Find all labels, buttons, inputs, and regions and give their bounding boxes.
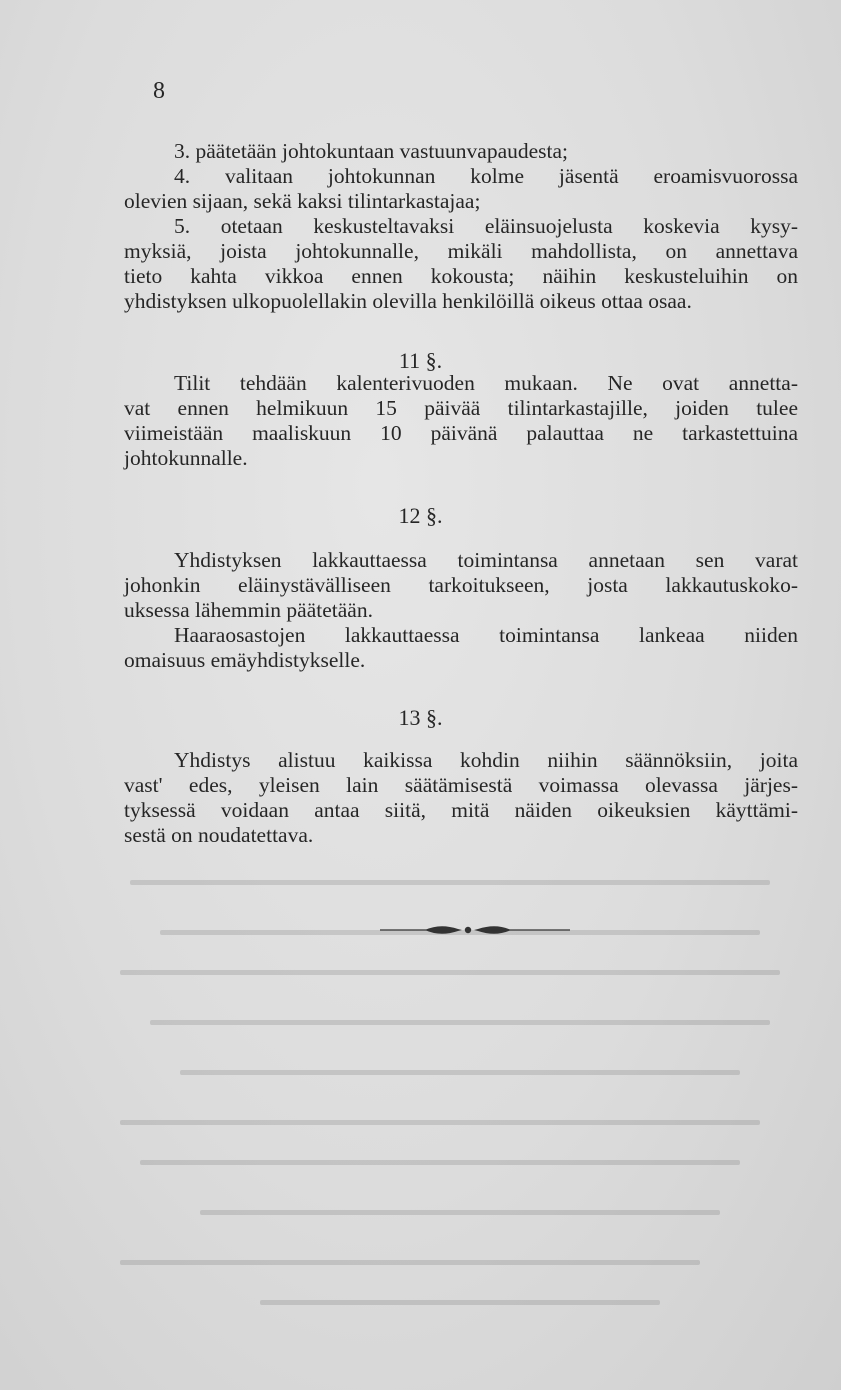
text-line: olevien sijaan, sekä kaksi tilintarkastajaa; bbox=[124, 189, 481, 213]
text-line: vat ennen helmikuun 15 päivää tilintarkastajille, joiden tulee bbox=[124, 396, 798, 420]
agenda-items-block bbox=[124, 139, 798, 314]
text-line: tyksessä voidaan antaa siitä, mitä näiden oikeuksien käyttämi- bbox=[124, 798, 798, 822]
text-line: myksiä, joista johtokunnalle, mikäli mahdollista, on annettava bbox=[124, 239, 798, 263]
text-line: johonkin eläinystävälliseen tarkoitukseen, josta lakkautuskoko- bbox=[124, 573, 798, 597]
text-line: Yhdistyksen lakkauttaessa toimintansa annetaan sen varat bbox=[174, 548, 798, 572]
text-line: viimeistään maaliskuun 10 päivänä palauttaa ne tarkastettuina bbox=[124, 421, 798, 445]
end-ornament-icon bbox=[380, 920, 570, 940]
section-11-body bbox=[124, 371, 798, 471]
page-number: 8 bbox=[153, 78, 165, 104]
text-line: 4. valitaan johtokunnan kolme jäsentä eroamisvuorossa bbox=[174, 164, 798, 188]
text-line: tieto kahta vikkoa ennen kokousta; näihin keskusteluihin on bbox=[124, 264, 798, 288]
text-line: yhdistyksen ulkopuolellakin olevilla henkilöillä oikeus ottaa osaa. bbox=[124, 289, 692, 313]
text-line: omaisuus emäyhdistykselle. bbox=[124, 648, 366, 672]
text-line: johtokunnalle. bbox=[124, 446, 248, 470]
text-line: 5. otetaan keskusteltavaksi eläinsuojelusta koskevia kysy- bbox=[174, 214, 798, 238]
text-line: Yhdistys alistuu kaikissa kohdin niihin säännöksiin, joita bbox=[174, 748, 798, 772]
section-13-body bbox=[124, 748, 798, 848]
section-13-heading: 13 §. bbox=[398, 705, 443, 730]
text-line: Haaraosastojen lakkauttaessa toimintansa lankeaa niiden bbox=[174, 623, 798, 647]
text-line: uksessa lähemmin päätetään. bbox=[124, 598, 373, 622]
section-11-heading: 11 §. bbox=[398, 348, 443, 373]
text-line: sestä on noudatettava. bbox=[124, 823, 314, 847]
text-line: Tilit tehdään kalenterivuoden mukaan. Ne ovat annetta- bbox=[174, 371, 798, 395]
text-line: vast' edes, yleisen lain säätämisestä voimassa olevassa järjes- bbox=[124, 773, 798, 797]
text-line: 3. päätetään johtokuntaan vastuunvapaudesta; bbox=[174, 139, 569, 163]
section-12-heading: 12 §. bbox=[398, 503, 443, 528]
section-12-body bbox=[124, 548, 798, 673]
